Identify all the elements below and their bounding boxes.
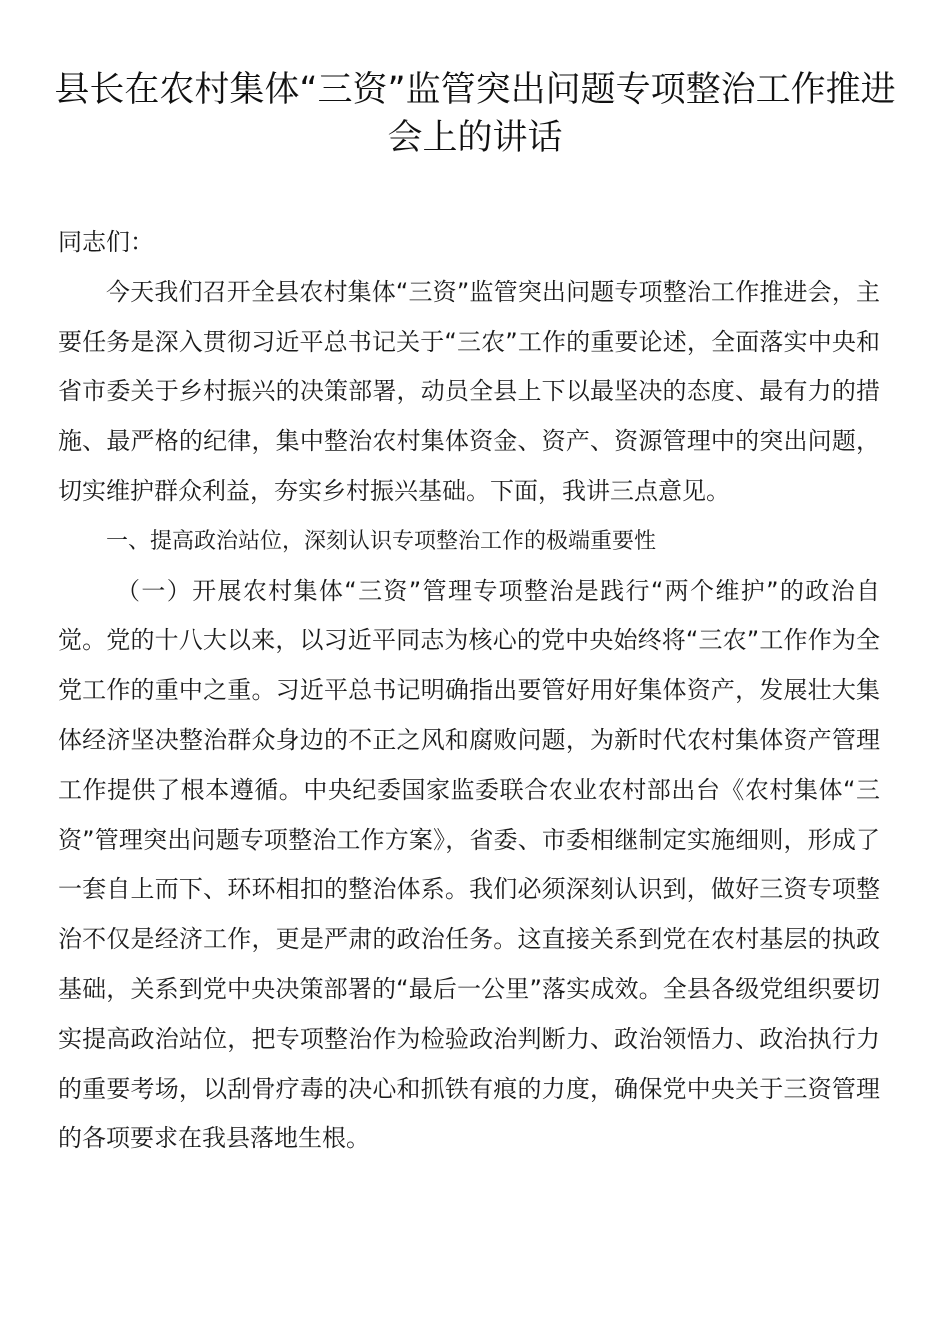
paragraph-intro: 今天我们召开全县农村集体“三资”监管突出问题专项整治工作推进会，主要任务是深入贯彻习近平总书记关于“三农”工作的重要论述，全面落实中央和省市委关于乡村振兴的决策部署，动员全县上下以最坚决的态度、最有力的措施、最严格的纪律，集中整治农村集体资金、资产、资源管理中的突出问题，切实维护群众利益，夯实乡村振兴基础。下面，我讲三点意见。 <box>58 277 880 505</box>
paragraph-subsection-1: （一）开展农村集体“三资”管理专项整治是践行“两个维护”的政治自觉。党的十八大以来，以习近平同志为核心的党中央始终将“三农”工作作为全党工作的重中之重。习近平总书记明确指出要管好用好集体资产，发展壮大集体经济坚决整治群众身边的不正之风和腐败问题，为新时代农村集体资产管理工作提供了根本遵循。中央纪委国家监委联合农业农村部出台《农村集体“三资”管理突出问题专项整治工作方案》，省委、市委相继制定实施细则，形成了一套自上而下、环环相扣的整治体系。我们必须深刻认识到，做好三资专项整治不仅是经济工作，更是严肃的政治任务。这直接关系到党在农村基层的执政基础，关系到党中央决策部署的“最后一公里”落实成效。全县各级党组织要切实提高政治站位，把专项整治作为检验政治判断力、政治领悟力、政治执行力的重要考场，以刮骨疗毒的决心和抓铁有痕的力度，确保党中央关于三资管理的各项要求在我县落地生根。 <box>58 576 880 1153</box>
document-body <box>58 218 880 1164</box>
document-title: 县长在农村集体“三资”监管突出问题专项整治工作推进会上的讲话 <box>54 70 896 158</box>
section-heading-1: 一、提高政治站位，深刻认识专项整治工作的极端重要性 <box>106 528 657 554</box>
salutation: 同志们： <box>58 228 154 256</box>
